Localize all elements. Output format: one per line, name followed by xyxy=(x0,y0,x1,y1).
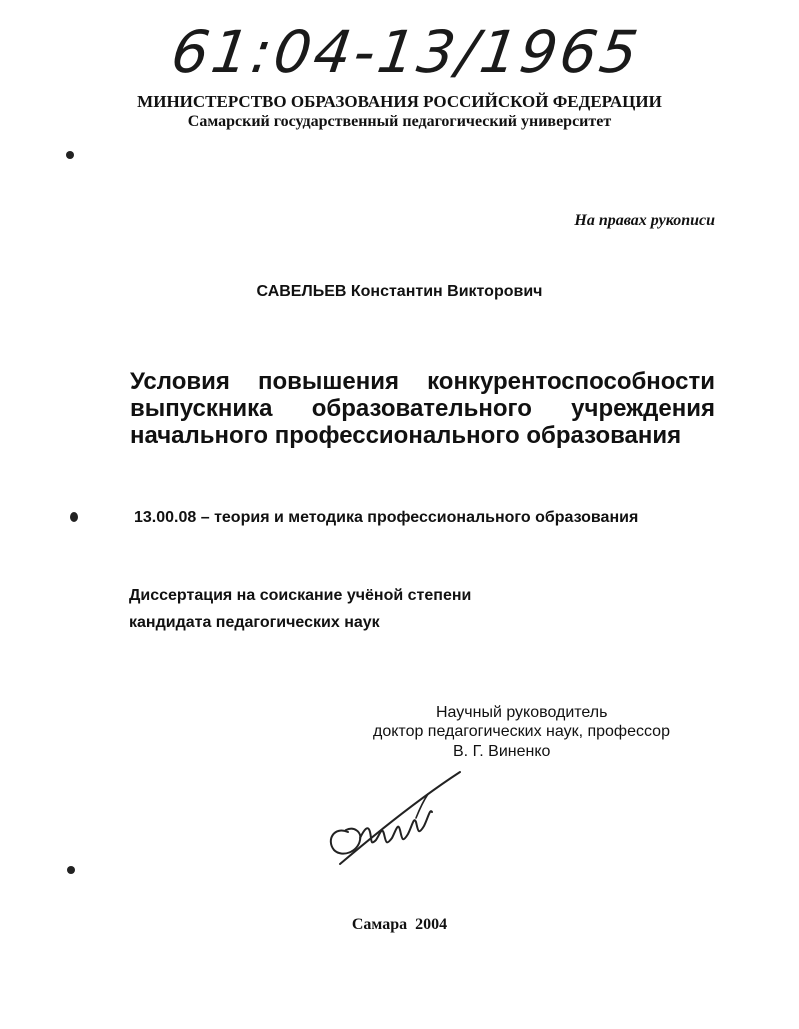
supervisor-degree: доктор педагогических наук, профессор xyxy=(373,723,670,740)
supervisor-label: Научный руководитель xyxy=(436,704,608,721)
supervisor-name: В. Г. Виненко xyxy=(453,743,551,760)
scan-speck xyxy=(67,866,75,874)
manuscript-note: На правах рукописи xyxy=(574,212,715,229)
ministry-heading: МИНИСТЕРСТВО ОБРАЗОВАНИЯ РОССИЙСКОЙ ФЕДЕРАЦИИ xyxy=(137,92,662,111)
degree-line-1: Диссертация на соискание учёной степени xyxy=(129,587,472,604)
author-name: САВЕЛЬЕВ Константин Викторович xyxy=(256,283,543,300)
archive-code: 61:04-13/1965 xyxy=(167,18,645,86)
signature xyxy=(320,760,480,870)
specialty-code: 13.00.08 – теория и методика профессионального образования xyxy=(134,509,639,526)
university-heading: Самарский государственный педагогический университет xyxy=(187,113,612,130)
city-year: Самара 2004 xyxy=(351,916,448,933)
scan-speck xyxy=(66,151,74,159)
dissertation-title: Условия повышения конкурентоспособности выпускника образовательного учреждения начального профессионального образования xyxy=(130,368,715,449)
degree-line-2: кандидата педагогических наук xyxy=(129,614,380,631)
scan-speck xyxy=(70,512,78,522)
